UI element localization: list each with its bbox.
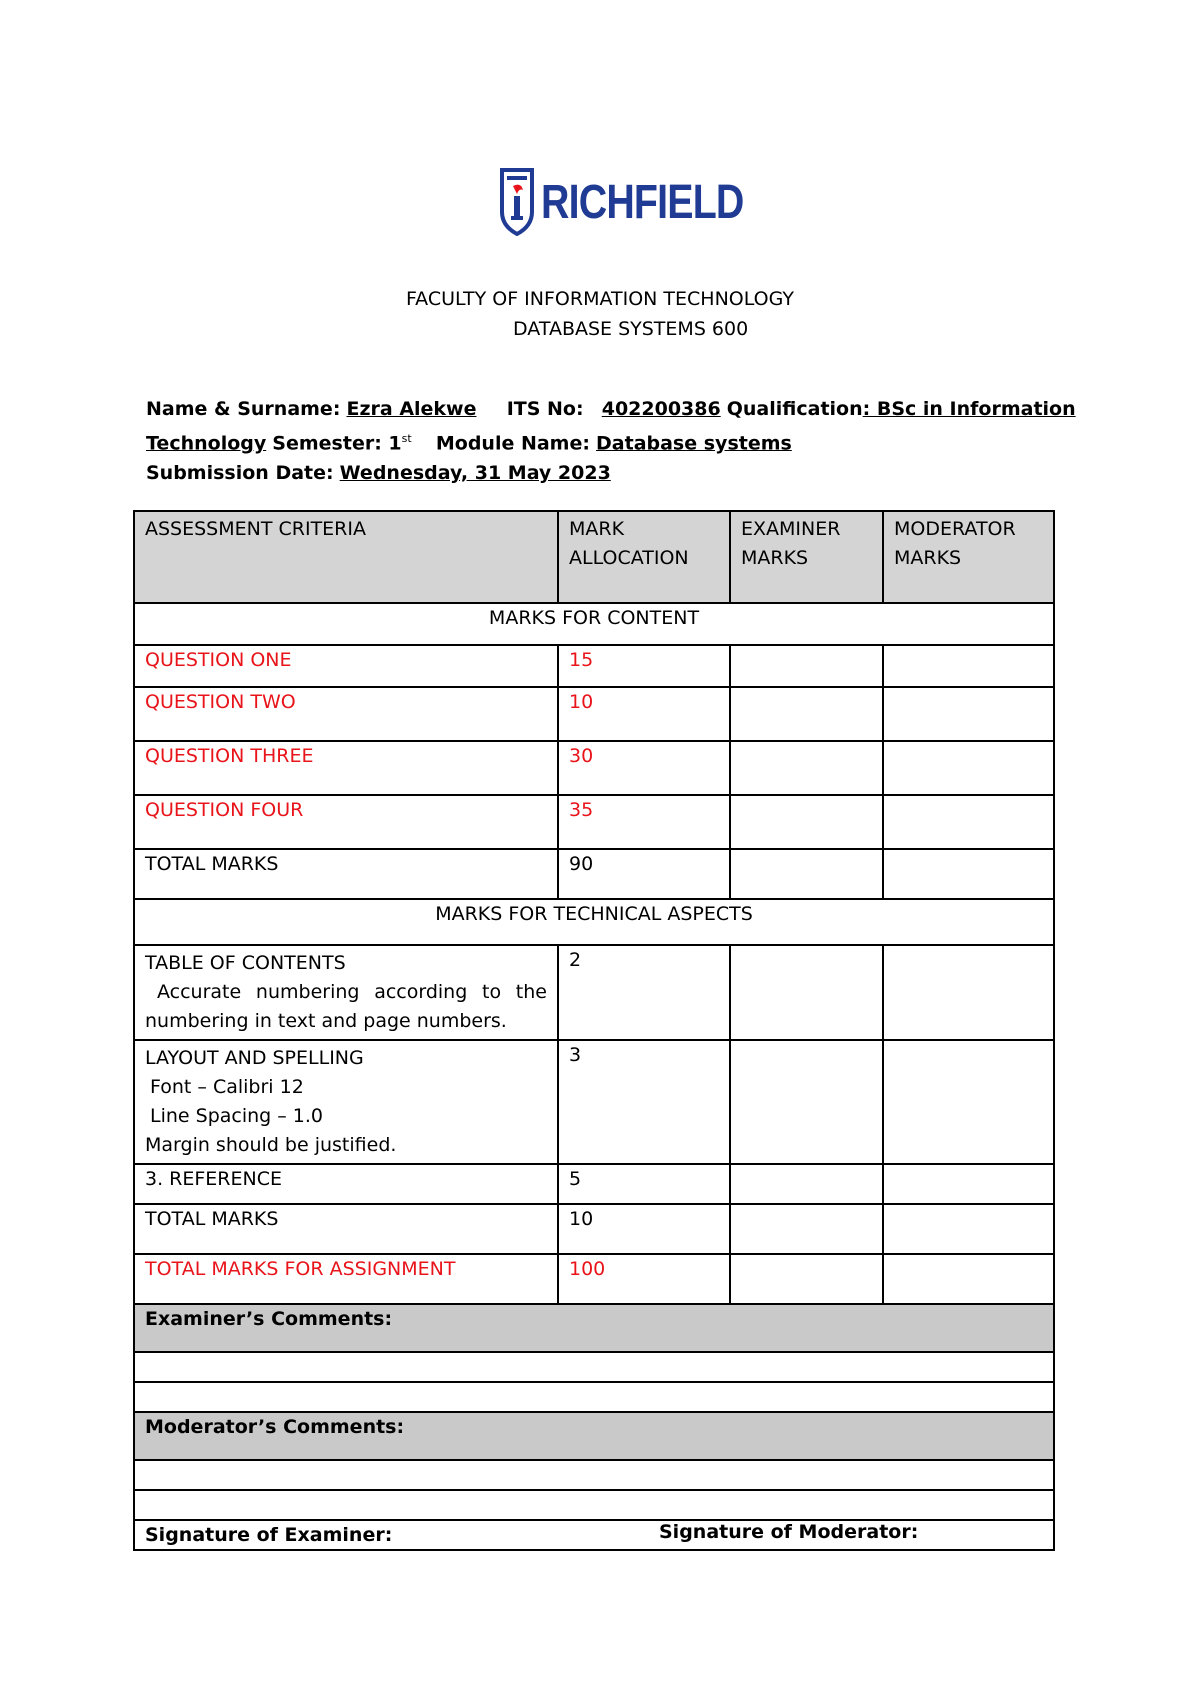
table-row [134,741,1054,795]
layout-line-1: Font – Calibri 12 [150,1076,304,1098]
moderator-mark-cell[interactable] [883,645,1054,687]
moderator-mark-cell[interactable] [883,1204,1054,1254]
moderator-mark-cell[interactable] [883,687,1054,741]
name-label: Name & Surname: [146,398,341,420]
info-line-2 [146,424,1066,458]
qualification-label: Qualification [726,398,863,420]
criteria-cell [134,945,558,1040]
section-technical [134,899,1054,945]
examiner-mark-cell[interactable] [730,849,883,899]
header-examiner-marks: EXAMINER MARKS [730,511,883,603]
moderator-mark-cell[interactable] [883,795,1054,849]
toc-desc: Accurate numbering according to the numbering in text and page numbers. [145,981,547,1032]
module-value: Database systems [596,432,792,455]
shield-icon [499,168,535,236]
moderator-comments-label: Moderator’s Comments: [134,1412,1054,1460]
mark-cell: 10 [558,1204,730,1254]
its-label: ITS No: [506,398,584,420]
semester-label: Semester: 1 [272,432,402,455]
criteria-cell: QUESTION THREE [134,741,558,795]
examiner-comments-row [134,1304,1054,1352]
info-line-3 [146,458,1066,488]
mark-cell: 10 [558,687,730,741]
criteria-cell: TOTAL MARKS [134,849,558,899]
moderator-mark-cell[interactable] [883,849,1054,899]
comment-cell[interactable] [134,1352,1054,1382]
mark-cell: 3 [558,1040,730,1164]
module-title: DATABASE SYSTEMS 600 [513,318,749,340]
table-row [134,795,1054,849]
moderator-mark-cell[interactable] [883,1164,1054,1204]
comment-cell[interactable] [134,1490,1054,1520]
table-row [134,945,1054,1040]
examiner-mark-cell[interactable] [730,1254,883,1304]
comment-cell[interactable] [134,1382,1054,1412]
examiner-comment-line [134,1382,1054,1412]
moderator-comment-line [134,1460,1054,1490]
examiner-mark-cell[interactable] [730,741,883,795]
mark-cell: 100 [558,1254,730,1304]
moderator-mark-cell[interactable] [883,945,1054,1040]
examiner-mark-cell[interactable] [730,1040,883,1164]
examiner-mark-cell[interactable] [730,795,883,849]
moderator-comment-line [134,1490,1054,1520]
semester-sup: st [401,432,412,445]
table-header [134,511,1054,603]
mark-cell: 90 [558,849,730,899]
examiner-mark-cell[interactable] [730,1164,883,1204]
moderator-mark-cell[interactable] [883,1040,1054,1164]
faculty-title: FACULTY OF INFORMATION TECHNOLOGY [406,288,794,310]
mark-cell: 35 [558,795,730,849]
layout-title: LAYOUT AND SPELLING [145,1047,364,1069]
mark-cell: 15 [558,645,730,687]
content-total-row [134,849,1054,899]
assignment-total-row [134,1254,1054,1304]
its-value: 402200386 [601,398,721,420]
examiner-mark-cell[interactable] [730,1204,883,1254]
mark-cell: 30 [558,741,730,795]
mark-cell: 2 [558,945,730,1040]
criteria-cell: TOTAL MARKS FOR ASSIGNMENT [134,1254,558,1304]
info-line-1 [146,394,1076,424]
header-moderator-marks: MODERATOR MARKS [883,511,1054,603]
logo-text: RICHFIELD [541,175,744,229]
technical-total-row [134,1204,1054,1254]
criteria-cell: QUESTION FOUR [134,795,558,849]
criteria-cell [134,1040,558,1164]
moderator-mark-cell[interactable] [883,1254,1054,1304]
table-row [134,1164,1054,1204]
header-mark-allocation: MARK ALLOCATION [558,511,730,603]
name-value: Ezra Alekwe [346,398,477,420]
criteria-cell: QUESTION TWO [134,687,558,741]
examiner-comments-label: Examiner’s Comments: [134,1304,1054,1352]
comment-cell[interactable] [134,1460,1054,1490]
header-criteria: ASSESSMENT CRITERIA [134,511,558,603]
moderator-mark-cell[interactable] [883,741,1054,795]
signature-row [134,1520,1054,1550]
layout-line-2: Line Spacing – 1.0 [150,1105,324,1127]
signature-examiner-label: Signature of Examiner: [145,1524,393,1546]
examiner-mark-cell[interactable] [730,645,883,687]
signature-cell [134,1520,1054,1550]
moderator-comments-row [134,1412,1054,1460]
mark-cell: 5 [558,1164,730,1204]
toc-title: TABLE OF CONTENTS [145,952,346,974]
qualification-value-cont: Technology [146,432,267,455]
examiner-mark-cell[interactable] [730,945,883,1040]
examiner-mark-cell[interactable] [730,687,883,741]
submission-value: Wednesday, 31 May 2023 [339,462,611,485]
criteria-cell: 3. REFERENCE [134,1164,558,1204]
assessment-table [133,510,1055,1551]
criteria-cell: TOTAL MARKS [134,1204,558,1254]
student-info [146,394,1076,488]
submission-label: Submission Date: [146,462,334,485]
section-technical-label: MARKS FOR TECHNICAL ASPECTS [134,899,1054,945]
table-row [134,1040,1054,1164]
table-row [134,687,1054,741]
qualification-value: : BSc in Information [862,398,1076,420]
richfield-logo [499,168,788,236]
criteria-cell: QUESTION ONE [134,645,558,687]
table-row [134,645,1054,687]
examiner-comment-line [134,1352,1054,1382]
section-content-label: MARKS FOR CONTENT [134,603,1054,645]
module-label: Module Name: [435,432,590,455]
section-content [134,603,1054,645]
signature-moderator-label: Signature of Moderator: [659,1521,919,1543]
layout-line-3: Margin should be justified. [145,1134,397,1156]
